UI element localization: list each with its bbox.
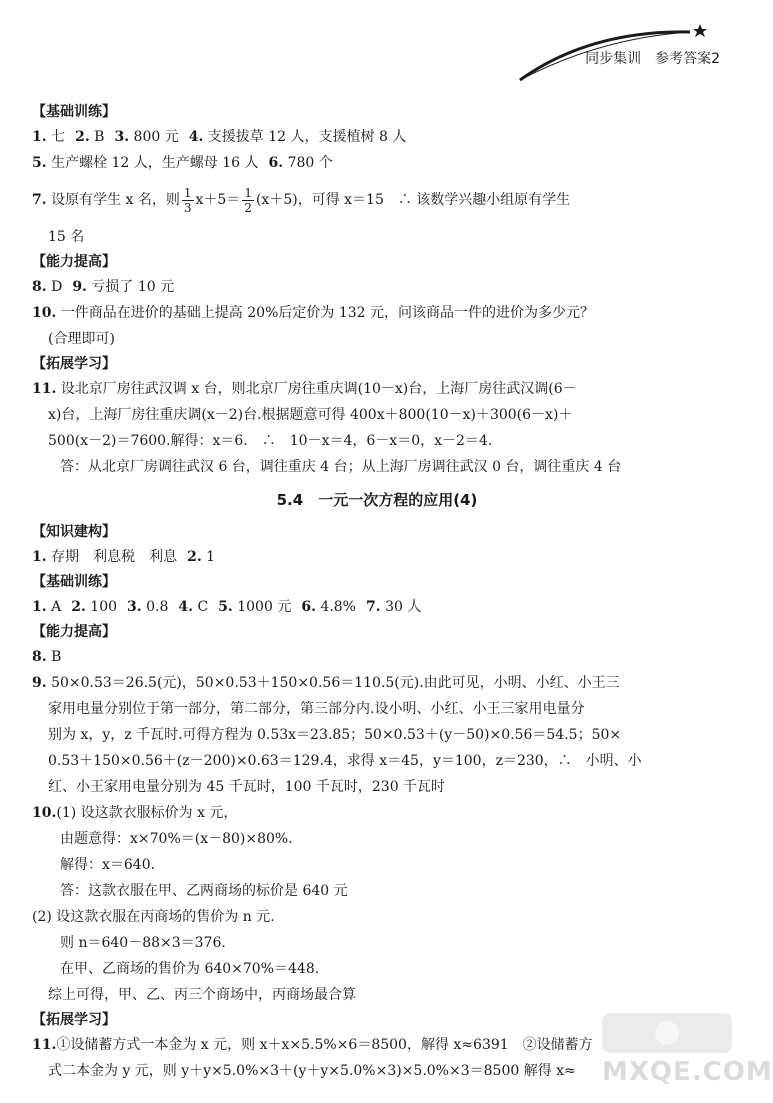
section-ability-improvement: 【能力提高】	[32, 254, 116, 270]
answer-content	[32, 100, 722, 1084]
answer-text: 1	[206, 549, 216, 565]
page-number: 2	[711, 51, 720, 67]
answer-text: ①设储蓄方式一本金为 x 元，则 x＋x×5.5%×6＝8500，解得 x≈6391 ②设储蓄方	[56, 1037, 593, 1053]
fraction	[182, 186, 194, 215]
question-number: 3.	[127, 599, 142, 615]
question-number: 8.	[32, 279, 47, 295]
question-number: 11.	[32, 381, 57, 397]
question-number: 8.	[32, 649, 47, 665]
question-number: 4.	[178, 599, 193, 615]
answer-text: 七	[51, 129, 66, 145]
answer-text: 780 个	[287, 155, 333, 171]
answer-line: 别为 x，y，z 千瓦时.可得方程为 0.53x＝23.85；50×0.53＋(y－50)×0.56＝54.5；50×	[48, 727, 622, 743]
section-basic-training: 【基础训练】	[32, 574, 116, 590]
fraction	[242, 186, 254, 215]
answer-text: B	[94, 129, 105, 145]
answer-text: 亏损了 10 元	[91, 279, 175, 295]
question-number: 2.	[75, 129, 90, 145]
answer-text: 800 元	[133, 129, 179, 145]
answer-text: 100	[90, 599, 118, 615]
answer-line: 在甲、乙商场的售价为 640×70%＝448.	[60, 961, 320, 977]
answer-text: 4.8%	[320, 599, 356, 615]
answer-text: 设原有学生 x 名，则	[51, 192, 180, 208]
answer-line: 15 名	[48, 229, 85, 245]
watermark-text: MXQE.COM	[602, 1057, 773, 1087]
answer-text: (x＋5)，可得 x＝15 ∴ 该数学兴趣小组原有学生	[255, 192, 571, 208]
question-number: 4.	[188, 129, 204, 145]
section-basic-training: 【基础训练】	[32, 104, 116, 120]
fraction-numerator: 1	[244, 185, 252, 200]
question-number: 6.	[268, 155, 284, 171]
answer-text: 生产螺栓 12 人，生产螺母 16 人	[51, 155, 259, 171]
answer-line: (2) 设这款衣服在丙商场的售价为 n 元.	[32, 909, 275, 925]
answer-line: 则 n＝640－88×3＝376.	[60, 935, 226, 951]
answer-line: 由题意得：x×70%＝(x－80)×80%.	[60, 831, 293, 847]
answer-line: 家用电量分别位于第一部分，第二部分，第三部分内.设小明、小红、小王三家用电量分	[48, 701, 585, 717]
answer-text: 1000 元	[237, 599, 292, 615]
header-text	[585, 48, 720, 68]
section-extended-learning: 【拓展学习】	[32, 1012, 116, 1028]
question-number: 11.	[32, 1037, 57, 1053]
answer-text: 0.8	[146, 599, 169, 615]
answer-line: 式二本金为 y 元，则 y＋y×5.0%×3＋(y＋y×5.0%×3)×5.0%×3＝8500 解得 x≈	[48, 1063, 576, 1079]
page-header	[500, 18, 720, 88]
answer-text: B	[51, 649, 62, 665]
answer-line	[32, 800, 722, 826]
question-number: 3.	[114, 129, 130, 145]
section-knowledge-building: 【知识建构】	[32, 524, 116, 540]
answer-line: 红、小王家用电量分别为 45 千瓦时，100 千瓦时，230 千瓦时	[48, 779, 446, 795]
answer-text: (1) 设这款衣服标价为 x 元，	[56, 805, 238, 821]
answer-line	[32, 376, 722, 402]
answer-text: C	[197, 599, 209, 615]
question-number: 10.	[32, 805, 57, 821]
question-number: 2.	[71, 599, 86, 615]
answer-line: 解得：x＝640.	[60, 857, 156, 873]
answer-line	[32, 300, 722, 326]
question-number: 6.	[301, 599, 316, 615]
answer-line: x)台，上海厂房往重庆调(x－2)台.根据题意可得 400x＋800(10－x)＋300(6－x)＋	[48, 407, 573, 423]
question-number: 9.	[32, 675, 47, 691]
watermark-logo	[592, 1005, 773, 1095]
answer-line	[32, 544, 722, 570]
answer-text: 支援拔草 12 人，支援植树 8 人	[207, 129, 407, 145]
answer-line: 综上可得，甲、乙、丙三个商场中，丙商场最合算	[48, 987, 356, 1003]
answer-text: 存期 利息税 利息	[51, 549, 178, 565]
answer-text: x＋5＝	[195, 192, 241, 208]
answer-text: 30 人	[385, 599, 422, 615]
question-number: 10.	[32, 305, 57, 321]
book-name: 同步集训	[585, 51, 642, 67]
answer-line: 答：这款衣服在甲、乙两商场的标价是 640 元	[60, 883, 348, 899]
question-number: 7.	[365, 599, 381, 615]
question-number: 5.	[32, 155, 47, 171]
fraction-denominator: 2	[244, 200, 252, 215]
answer-line	[32, 150, 722, 176]
answer-line	[32, 670, 722, 696]
question-number: 5.	[218, 599, 233, 615]
section-title: 5.4 一元一次方程的应用(4)	[276, 491, 478, 509]
answer-line: 500(x－2)＝7600.解得：x＝6. ∴ 10－x＝4，6－x＝0，x－2＝4.	[48, 433, 493, 449]
answer-line: (合理即可)	[48, 331, 115, 347]
answer-line	[32, 124, 722, 150]
answer-label: 参考答案	[655, 51, 712, 67]
answer-line: 答：从北京厂房调往武汉 6 台，调往重庆 4 台；从上海厂房调往武汉 0 台，调往重庆 4 台	[60, 459, 622, 475]
question-number: 1.	[32, 549, 47, 565]
question-number: 1.	[32, 129, 47, 145]
answer-text: D	[51, 279, 63, 295]
section-ability-improvement: 【能力提高】	[32, 624, 116, 640]
fraction-denominator: 3	[183, 200, 192, 215]
answer-line	[32, 594, 722, 620]
answer-line	[32, 274, 722, 300]
question-number: 7.	[32, 192, 47, 208]
answer-text: 50×0.53＝26.5(元)，50×0.53＋150×0.56＝110.5(元).由此可见，小明、小红、小王三	[51, 675, 620, 691]
question-number: 9.	[72, 279, 87, 295]
answer-text: 一件商品在进价的基础上提高 20%后定价为 132 元，问该商品一件的进价为多少元？	[60, 305, 594, 321]
answer-line: 0.53＋150×0.56＋(z－200)×0.63＝129.4，求得 x＝45，y＝100，z＝230，∴ 小明、小	[48, 753, 642, 769]
answer-line	[32, 644, 722, 670]
question-number: 1.	[32, 599, 47, 615]
answer-text: 设北京厂房往武汉调 x 台，则北京厂房往重庆调(10－x)台，上海厂房往武汉调(6－	[60, 381, 577, 397]
question-number: 2.	[187, 549, 202, 565]
answer-line	[32, 176, 722, 224]
answer-text: A	[51, 599, 62, 615]
fraction-numerator: 1	[183, 185, 192, 200]
section-extended-learning: 【拓展学习】	[32, 356, 116, 372]
